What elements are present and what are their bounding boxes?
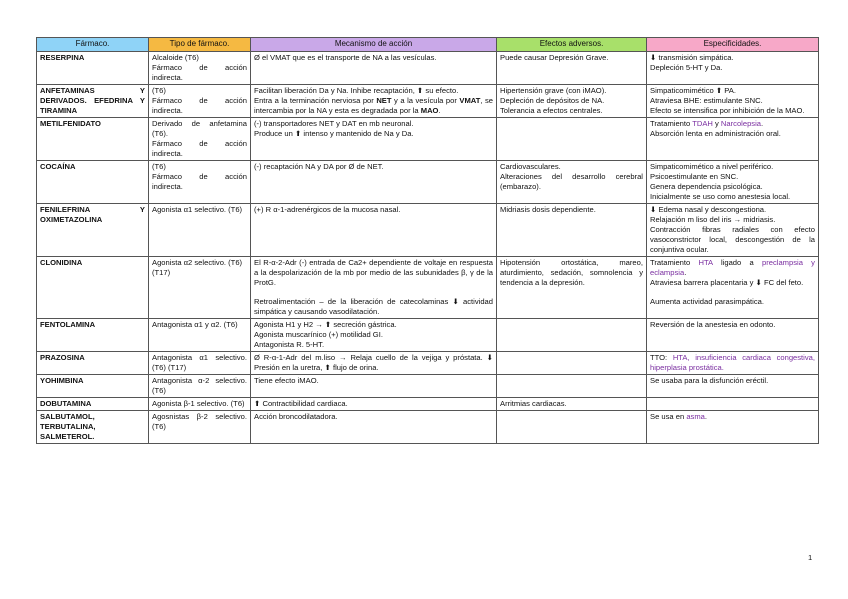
adverse-effects bbox=[497, 117, 647, 160]
drug-type: Antagonista α-2 selectivo. (T6) bbox=[149, 375, 251, 398]
mechanism: Tiene efecto iMAO. bbox=[251, 375, 497, 398]
drug-type: Alcaloide (T6) Fármaco de acción indirecta. bbox=[149, 51, 251, 84]
specifics bbox=[647, 398, 819, 411]
mechanism: Agonista H1 y H2 → ⬆ secreción gástrica. Agonista muscarínico (+) motilidad GI. Antagonista R. 5-HT. bbox=[251, 318, 497, 351]
header-mecanismo: Mecanismo de acción bbox=[251, 38, 497, 52]
specifics: Se usa en asma. bbox=[647, 411, 819, 444]
adverse-effects: Puede causar Depresión Grave. bbox=[497, 51, 647, 84]
drug-name: FENTOLAMINA bbox=[37, 318, 149, 351]
specifics: Simpaticomimético a nivel periférico. Psicoestimulante en SNC. Genera dependencia psicológica. Inicialmente se uso como anestesia local. bbox=[647, 160, 819, 203]
adverse-effects: Hipotensión ortostática, mareo, aturdimiento, sedación, somnolencia y tendencia a la depresión. bbox=[497, 256, 647, 318]
specifics: Tratamiento TDAH y Narcolepsia. Absorción lenta en administración oral. bbox=[647, 117, 819, 160]
drug-type: Derivado de anfetamina (T6). Fármaco de acción indirecta. bbox=[149, 117, 251, 160]
pharmacology-table bbox=[36, 37, 819, 444]
mechanism: (+) R α-1-adrenérgicos de la mucosa nasal. bbox=[251, 203, 497, 256]
drug-name: FENILEFRINA Y OXIMETAZOLINA bbox=[37, 203, 149, 256]
adverse-effects: Cardiovasculares. Alteraciones del desarrollo cerebral (embarazo). bbox=[497, 160, 647, 203]
mechanism: Facilitan liberación Da y Na. Inhibe recaptación, ⬆ su efecto. Entra a la terminación nerviosa por NET y a la vesícula por VMAT, se intercambia por la NA y esta es degradada por la MAO. bbox=[251, 84, 497, 117]
header-tipo: Tipo de fármaco. bbox=[149, 38, 251, 52]
drug-type: (T6) Fármaco de acción indirecta. bbox=[149, 160, 251, 203]
mechanism: (-) transportadores NET y DAT en mb neuronal. Produce un ⬆ intenso y mantenido de Na y Da. bbox=[251, 117, 497, 160]
drug-name: METILFENIDATO bbox=[37, 117, 149, 160]
table-row bbox=[37, 411, 819, 444]
specifics: Tratamiento HTA ligado a preclampsia y eclampsia. Atraviesa barrera placentaria y ⬇ FC del feto. Aumenta actividad parasimpática. bbox=[647, 256, 819, 318]
drug-type: (T6) Fármaco de acción indirecta. bbox=[149, 84, 251, 117]
mechanism: (-) recaptación NA y DA por Ø de NET. bbox=[251, 160, 497, 203]
page-number: 1 bbox=[808, 553, 813, 562]
adverse-effects: Hipertensión grave (con iMAO). Depleción de depósitos de NA. Tolerancia a efectos centrales. bbox=[497, 84, 647, 117]
adverse-effects: Arritmias cardiacas. bbox=[497, 398, 647, 411]
specifics: Simpaticomimético ⬆ PA. Atraviesa BHE: estimulante SNC. Efecto se intensifica por inhibición de la MAO. bbox=[647, 84, 819, 117]
header-farmaco: Fármaco. bbox=[37, 38, 149, 52]
table-row bbox=[37, 318, 819, 351]
drug-name: YOHIMBINA bbox=[37, 375, 149, 398]
mechanism: ⬆ Contractibilidad cardiaca. bbox=[251, 398, 497, 411]
header-especificidades: Especificidades. bbox=[647, 38, 819, 52]
drug-type: Antagonista α1 selectivo. (T6) (T17) bbox=[149, 351, 251, 374]
table-row bbox=[37, 256, 819, 318]
drug-name: DOBUTAMINA bbox=[37, 398, 149, 411]
specifics: ⬇ transmisión simpática. Depleción 5-HT y Da. bbox=[647, 51, 819, 84]
table-row bbox=[37, 351, 819, 374]
drug-type: Antagonista α1 y α2. (T6) bbox=[149, 318, 251, 351]
specifics: TTO: HTA, insuficiencia cardiaca congestiva, hiperplasia prostática. bbox=[647, 351, 819, 374]
specifics: Reversión de la anestesia en odonto. bbox=[647, 318, 819, 351]
mechanism: El R-α-2-Adr (-) entrada de Ca2+ dependiente de voltaje en respuesta a la despolarización de la mb por medio de las subunidades β, γ de la ProtG. Retroalimentación – de la liberación de catecolaminas ⬇ actividad simpática y causando vasodilatación. bbox=[251, 256, 497, 318]
drug-name: ANFETAMINAS Y DERIVADOS. EFEDRINA Y TIRAMINA bbox=[37, 84, 149, 117]
table-row bbox=[37, 203, 819, 256]
header-efectos: Efectos adversos. bbox=[497, 38, 647, 52]
drug-name: SALBUTAMOL, TERBUTALINA, SALMETEROL. bbox=[37, 411, 149, 444]
drug-name: COCAÍNA bbox=[37, 160, 149, 203]
table-row bbox=[37, 375, 819, 398]
table-row bbox=[37, 51, 819, 84]
drug-name: CLONIDINA bbox=[37, 256, 149, 318]
table-row bbox=[37, 398, 819, 411]
specifics: Se usaba para la disfunción eréctil. bbox=[647, 375, 819, 398]
mechanism: Acción broncodilatadora. bbox=[251, 411, 497, 444]
specifics: ⬇ Edema nasal y descongestiona. Relajación m liso del iris → midriasis. Contracción fibras radiales con efecto vasoconstrictor local, descongestión de la conjuntiva ocular. bbox=[647, 203, 819, 256]
adverse-effects bbox=[497, 375, 647, 398]
table-row bbox=[37, 117, 819, 160]
adverse-effects bbox=[497, 411, 647, 444]
drug-type: Agosnistas β-2 selectivo. (T6) bbox=[149, 411, 251, 444]
drug-name: PRAZOSINA bbox=[37, 351, 149, 374]
mechanism: Ø R-α-1-Adr del m.liso → Relaja cuello de la vejiga y próstata. ⬇ Presión en la uretra, ⬆ flujo de orina. bbox=[251, 351, 497, 374]
header-row bbox=[37, 38, 819, 52]
table-row bbox=[37, 160, 819, 203]
adverse-effects: Midriasis dosis dependiente. bbox=[497, 203, 647, 256]
adverse-effects bbox=[497, 318, 647, 351]
drug-name: RESERPINA bbox=[37, 51, 149, 84]
drug-type: Agonista α1 selectivo. (T6) bbox=[149, 203, 251, 256]
adverse-effects bbox=[497, 351, 647, 374]
drug-type: Agonista α2 selectivo. (T6) (T17) bbox=[149, 256, 251, 318]
table-row bbox=[37, 84, 819, 117]
mechanism: Ø el VMAT que es el transporte de NA a las vesículas. bbox=[251, 51, 497, 84]
drug-type: Agonista β-1 selectivo. (T6) bbox=[149, 398, 251, 411]
